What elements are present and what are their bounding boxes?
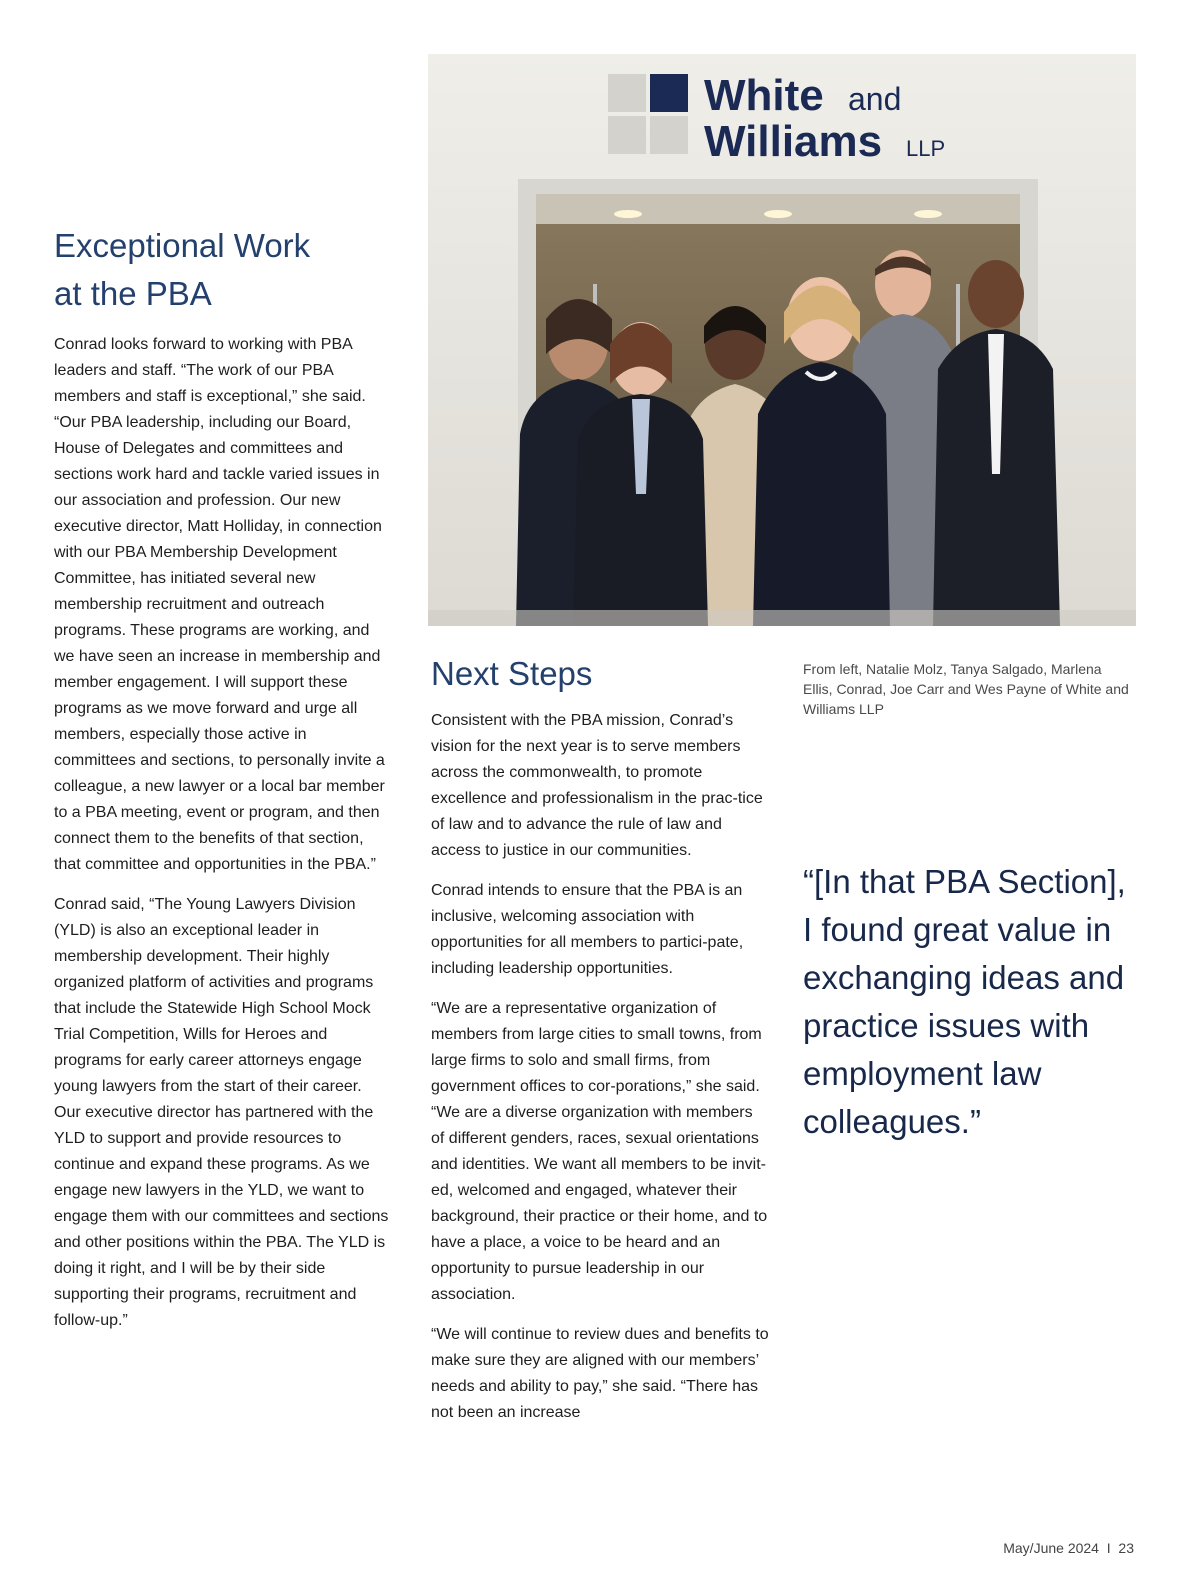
sign-text-white: White [704,71,824,120]
photo-caption: From left, Natalie Molz, Tanya Salgado, Marlena Ellis, Conrad, Joe Carr and Wes Payne of White and Williams LLP [803,661,1129,717]
left-column [54,222,392,1348]
body-paragraph: Conrad said, “The Young Lawyers Division (YLD) is also an exceptional leader in membership development. Their highly organized platform of activities and programs that include the Statewide High School Mock Trial Competition, Wills for Heroes and programs for early career attorneys engage young lawyers from the start of their career. Our executive director has partnered with the YLD to support and provide resources to continue and expand these programs. As we engage new lawyers in the YLD, we want to engage them with our committees and sections and other positions within the PBA. The YLD is doing it right, and I will be by their side supporting their programs, recruitment and follow-up.” [54,896,389,1329]
sign-text-williams: Williams [704,117,883,166]
page-footer [1003,1540,1134,1556]
pull-quote: “[In that PBA Section], I found great value in exchanging ideas and practice issues with employment law colleagues.” [803,863,1126,1140]
group-photo-illustration [428,54,1136,626]
left-body [54,332,392,1334]
section-heading-next-steps: Next Steps [431,655,593,692]
group-photo [428,54,1136,626]
page-number: 23 [1118,1540,1134,1556]
body-paragraph: Consistent with the PBA mission, Conrad’s vision for the next year is to serve members across the commonwealth, to promote excellence and professionalism in the prac-tice of law and to advance the rule of law and access to justice in our communities. [431,712,763,859]
body-paragraph: Conrad intends to ensure that the PBA is an inclusive, welcoming association with opportunities for all members to partici-pate, including leadership opportunities. [431,882,744,977]
body-paragraph: “We will continue to review dues and benefits to make sure they are aligned with our members’ needs and ability to pay,” she said. “There has not been an increase [431,1326,769,1421]
middle-body [431,708,769,1426]
issue-date: May/June 2024 [1003,1540,1099,1556]
body-paragraph: “We are a representative organization of members from large cities to small towns, from large firms to solo and small firms, from government offices to cor-porations,” she said. “We are a diverse organization with members of different genders, races, sexual orientations and identities. We want all members to be invit-ed, welcomed and engaged, whatever their background, their practice or their home, and to have a place, a voice to be heard and an opportunity to pursue leadership in our association. [431,1000,768,1303]
section-heading-exceptional-work [54,222,392,318]
sign-text-llp: LLP [906,136,946,161]
heading-line-2: at the PBA [54,275,212,312]
sign-text-and: and [848,81,902,117]
heading-line-1: Exceptional Work [54,227,311,264]
middle-column [431,650,769,1440]
footer-separator: I [1106,1540,1111,1556]
body-paragraph: Conrad looks forward to working with PBA leaders and staff. “The work of our PBA members and staff is exceptional,” she said. “Our PBA leadership, including our Board, House of Delegates and committees and sections work hard and tackle varied issues in our association and profession. Our new executive director, Matt Holliday, in connection with our PBA Membership Development Committee, has initiated several new membership recruitment and outreach programs. These programs are working, and we have seen an increase in membership and member engagement. I will support these programs as we move forward and urge all members, especially those active in committees and sections, to personally invite a colleague, a new lawyer or a local bar member to a PBA meeting, event or program, and then connect them to the benefits of that section, that committee and opportunities in the PBA.” [54,336,385,873]
